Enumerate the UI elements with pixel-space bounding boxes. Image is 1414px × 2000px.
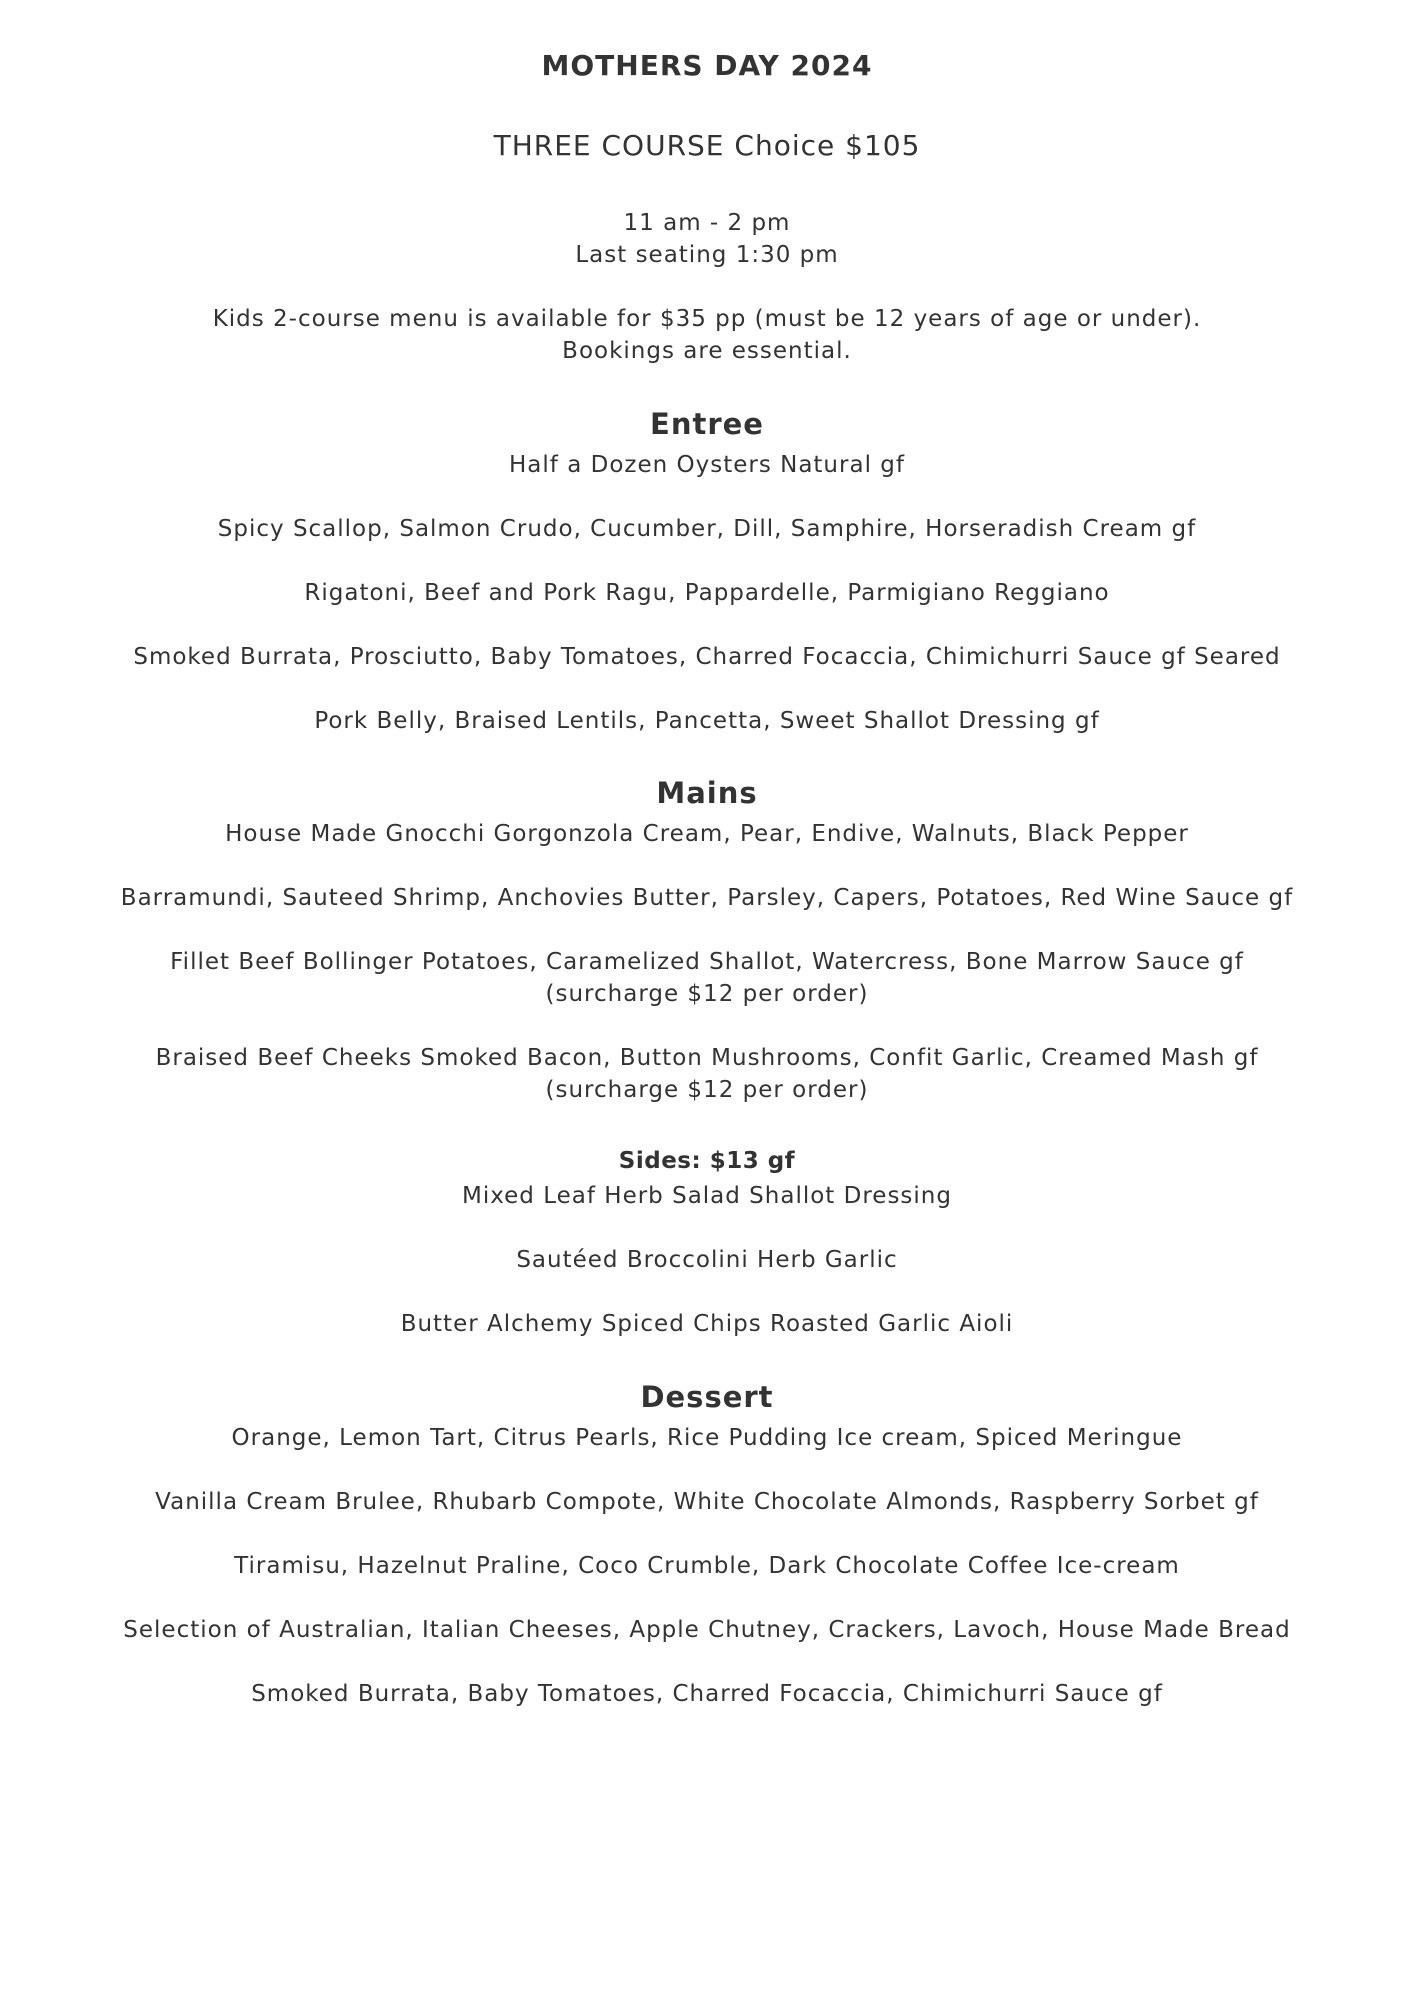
mains-item: Barramundi, Sauteed Shrimp, Anchovies Butter, Parsley, Capers, Potatoes, Red Wine Sauce gf xyxy=(120,885,1294,911)
dessert-item: Vanilla Cream Brulee, Rhubarb Compote, White Chocolate Almonds, Raspberry Sorbet gf xyxy=(155,1489,1259,1515)
entree-item: Spicy Scallop, Salmon Crudo, Cucumber, Dill, Samphire, Horseradish Cream gf xyxy=(217,516,1197,542)
service-hours: 11 am - 2 pm xyxy=(623,210,791,236)
sides-item: Mixed Leaf Herb Salad Shallot Dressing xyxy=(462,1183,952,1209)
dessert-item: Selection of Australian, Italian Cheeses, Apple Chutney, Crackers, Lavoch, House Made Bread xyxy=(123,1617,1291,1643)
dessert-item: Tiramisu, Hazelnut Praline, Coco Crumble, Dark Chocolate Coffee Ice-cream xyxy=(234,1553,1180,1579)
mains-heading: Mains xyxy=(656,776,758,810)
sides-item: Butter Alchemy Spiced Chips Roasted Garlic Aioli xyxy=(400,1311,1014,1337)
entree-item: Smoked Burrata, Prosciutto, Baby Tomatoes, Charred Focaccia, Chimichurri Sauce gf Seared xyxy=(133,644,1281,670)
mains-item: Braised Beef Cheeks Smoked Bacon, Button Mushrooms, Confit Garlic, Creamed Mash gf xyxy=(155,1045,1259,1071)
mains-surcharge: (surcharge $12 per order) xyxy=(545,981,869,1007)
entree-item: Pork Belly, Braised Lentils, Pancetta, Sweet Shallot Dressing gf xyxy=(314,708,1100,734)
menu-subtitle: THREE COURSE Choice $105 xyxy=(493,129,921,162)
dessert-item: Orange, Lemon Tart, Citrus Pearls, Rice Pudding Ice cream, Spiced Meringue xyxy=(231,1425,1183,1451)
entree-item: Rigatoni, Beef and Pork Ragu, Pappardelle, Parmigiano Reggiano xyxy=(304,580,1110,606)
mains-surcharge: (surcharge $12 per order) xyxy=(545,1077,869,1103)
dessert-item: Smoked Burrata, Baby Tomatoes, Charred Focaccia, Chimichurri Sauce gf xyxy=(251,1681,1163,1707)
last-seating: Last seating 1:30 pm xyxy=(575,242,839,268)
bookings-note: Bookings are essential. xyxy=(562,338,852,364)
sides-item: Sautéed Broccolini Herb Garlic xyxy=(516,1247,898,1273)
mains-item: House Made Gnocchi Gorgonzola Cream, Pear, Endive, Walnuts, Black Pepper xyxy=(225,821,1189,847)
entree-item: Half a Dozen Oysters Natural gf xyxy=(509,452,905,478)
menu-title: MOTHERS DAY 2024 xyxy=(541,49,873,82)
mains-item: Fillet Beef Bollinger Potatoes, Caramelized Shallot, Watercress, Bone Marrow Sauce gf xyxy=(170,949,1244,975)
sides-heading: Sides: $13 gf xyxy=(618,1148,796,1174)
kids-note: Kids 2-course menu is available for $35 pp (must be 12 years of age or under). xyxy=(212,306,1202,332)
entree-heading: Entree xyxy=(650,407,764,441)
dessert-heading: Dessert xyxy=(640,1380,774,1414)
